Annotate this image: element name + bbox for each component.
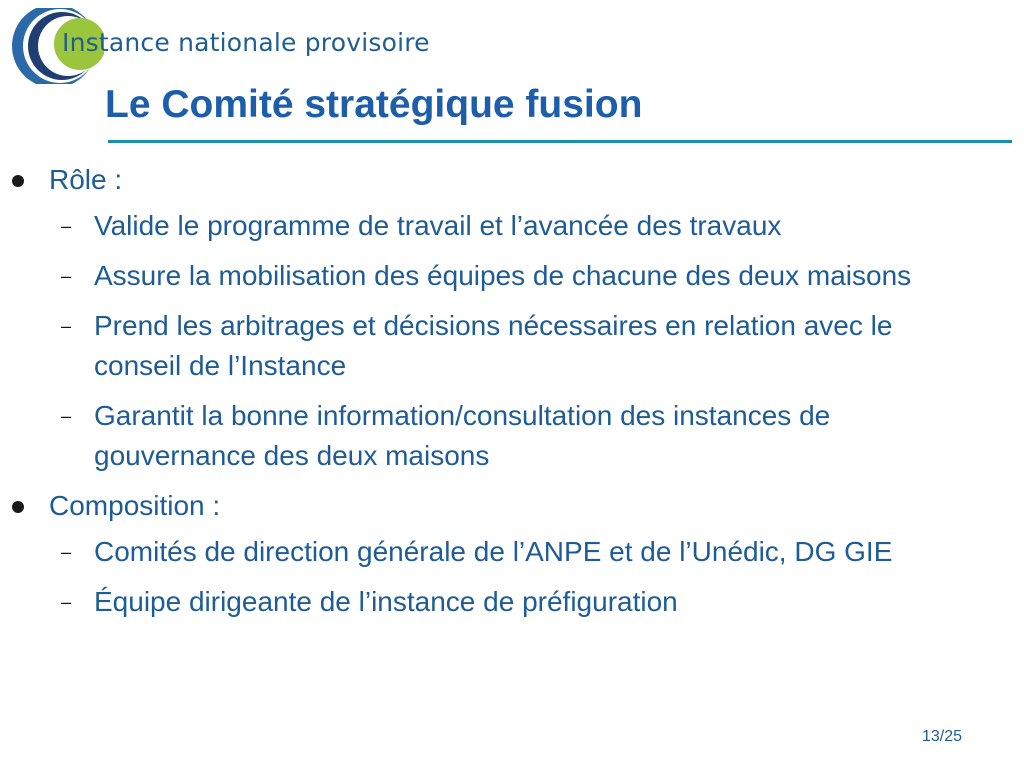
org-name: Instance nationale provisoire — [62, 28, 430, 57]
dash-icon: – — [61, 216, 72, 236]
bullet-icon — [12, 175, 24, 187]
sub-list — [49, 532, 1024, 622]
list-item-text: Prend les arbitrages et décisions nécessaires en relation avec le conseil de l’Instance — [94, 310, 893, 381]
list-item — [49, 306, 974, 386]
slide-title: Le Comité stratégique fusion — [105, 83, 643, 126]
list-item-text: Comités de direction générale de l’ANPE et de l’Unédic, DG GIE — [94, 536, 893, 567]
page-number: 13/25 — [921, 728, 962, 745]
list-item — [49, 206, 974, 246]
section-heading: Composition : — [49, 490, 221, 521]
dash-icon: – — [61, 542, 72, 562]
sub-list — [49, 206, 1024, 476]
section-composition — [0, 486, 1024, 622]
dash-icon: – — [61, 316, 72, 336]
list-item-text: Équipe dirigeante de l’instance de préfiguration — [94, 586, 678, 617]
list-item — [49, 582, 974, 622]
title-divider — [108, 140, 1012, 143]
list-item-text: Valide le programme de travail et l’avancée des travaux — [94, 210, 782, 241]
dash-icon: – — [61, 266, 72, 286]
slide-body — [0, 160, 1024, 632]
list-item-text: Garantit la bonne information/consultation des instances de gouvernance des deux maisons — [94, 400, 831, 471]
bullet-icon — [12, 501, 24, 513]
dash-icon: – — [61, 406, 72, 426]
list-item — [49, 396, 974, 476]
dash-icon: – — [61, 592, 72, 612]
section-heading: Rôle : — [49, 164, 123, 195]
list-item-text: Assure la mobilisation des équipes de chacune des deux maisons — [94, 260, 912, 291]
section-role — [0, 160, 1024, 476]
list-item — [49, 256, 974, 296]
list-item — [49, 532, 974, 572]
